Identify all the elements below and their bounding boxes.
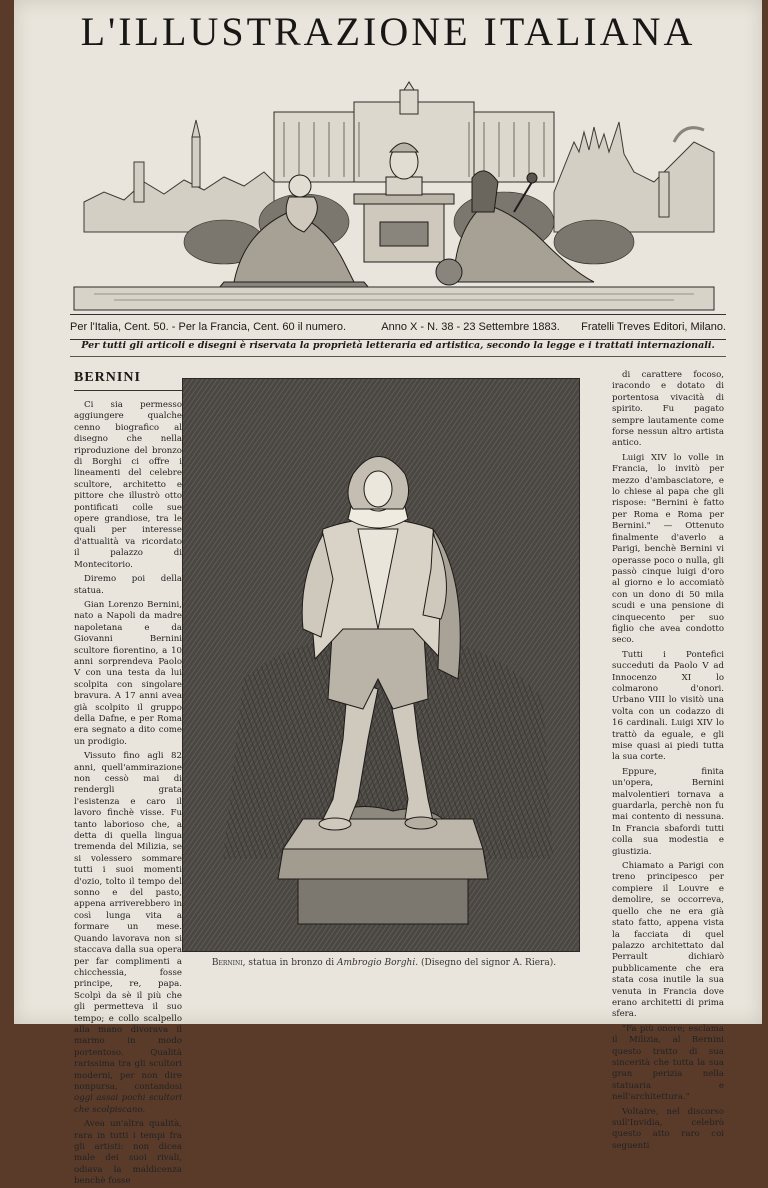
article-title: BERNINI bbox=[74, 370, 141, 385]
issue-number: Anno X - N. 38 - 23 Settembre 1883. bbox=[381, 321, 560, 333]
paragraph: Tutti i Pontefici succeduti da Paolo V ad Innocenzo XI lo colmarono d'onori. Urbano VIII lo visitò una volta con un codazzo di 16 cardinali. Luigi XIV lo trattò da eguale, e gli mise quasi ai piedi tutta la sua corte. bbox=[612, 649, 724, 763]
publisher-text: Fratelli Treves Editori, Milano. bbox=[581, 321, 726, 333]
bernini-statue-engraving bbox=[182, 378, 580, 952]
price-text: Per l'Italia, Cent. 50. - Per la Francia, Cent. 60 il numero. bbox=[70, 321, 346, 333]
caption-subject: Bernini, bbox=[211, 958, 246, 968]
figure-caption bbox=[204, 958, 564, 968]
issue-info-bar bbox=[70, 314, 726, 340]
masthead-illustration bbox=[74, 82, 714, 310]
title-underline bbox=[74, 390, 184, 391]
paragraph: "Fa più onore; esclama il Milizia, al Bernini questo tratto di sua sincerità che tutta la sua gran perizia nella statuaria e nell'architettura." bbox=[612, 1023, 724, 1103]
paragraph: Avea un'altra qualità, rara in tutti i tempi fra gli artisti: non dicea male dei suoi rivali, odiava la maldicenza benchè fosse bbox=[74, 1119, 182, 1187]
paragraph-italic: oggi assai pochi scultori che scolpiscano. bbox=[74, 1093, 182, 1115]
paragraph bbox=[74, 751, 182, 1116]
header-divider bbox=[70, 356, 726, 357]
paragraph: Chiamato a Parigi con treno principesco per compiere il Louvre e demolire, se occorreva, quello che ne era già stato fatto, appena vista la facciata di quel palazzo architettato dal Perrault dichiarò pubblicamente che era stata cosa inutile la sua venuta in Francia dove erano architetti di prima sfera. bbox=[612, 861, 724, 1020]
paragraph: Ci sia permesso aggiungere qualche cenno biografico al disegno che nella riproduzione del bronzo di Borghi ci offre i lineamenti del celebre scultore, architetto e pittore che illustrò otto pontificati colle sue opere grandiose, tra le quali per interesse d'attualità va ricordato il palazzo di Montecitorio. bbox=[74, 400, 182, 570]
paragraph: Eppure, finita un'opera, Bernini malvolentieri tornava a guardarla, perchè non fu mai contento di nessuna. In Francia sbafordi tutti colla sua modestia e giustizia. bbox=[612, 766, 724, 857]
newspaper-page bbox=[14, 0, 762, 1187]
paragraph: Voltaire, nel discorso sull'Invidia, celebrò questo atto raro coi seguenti bbox=[612, 1106, 724, 1151]
caption-text: statua in bronzo di bbox=[248, 958, 335, 968]
masthead-title: L'ILLUSTRAZIONE ITALIANA bbox=[80, 9, 696, 54]
article-left-column bbox=[74, 400, 182, 1187]
caption-credit: (Disegno del signor A. Riera). bbox=[420, 958, 557, 968]
caption-artist: Ambrogio Borghi. bbox=[337, 958, 419, 968]
paragraph-text: Vissuto fino agli 82 anni, quell'ammirazione non cessò mai di rendergli grata l'esistenza e caro il lavoro finchè visse. Fu tanto laborioso che, a detta di quella lingua tremenda del Milizia, se si volessero sommare tutti i suoi momenti d'ozio, tolto il tempo del sonno e del pasto, appena arriverebbero in così lunga vita a formare un mese. Quando lavorava non si staccava dalla sua opera per far complimenti a chicchessia, fosse principe, re, papa. Scolpì da sè il più che gli permetteva il suo tempo; e collo scalpello alla mano divorava il marmo in modo portentoso. Qualità rarissima tra gli scultori moderni, per non dire nonpursa, contandosi bbox=[74, 751, 182, 1092]
paragraph: Gian Lorenzo Bernini, nato a Napoli da madre napoletana e da Giovanni Bernini scultore fiorentino, a 10 anni sorprendeva Paolo V con una testa da lui scolpita con singolare bravura. A 17 anni avea già scolpito il gruppo della Dafne, e per Roma era segnato a dito come un prodigio. bbox=[74, 599, 182, 747]
rights-notice: Per tutti gli articoli e disegni è riservata la proprietà letteraria ed artistica, secondo la legge e i trattati internazionali. bbox=[81, 340, 715, 351]
paragraph: Diremo poi della statua. bbox=[74, 574, 182, 596]
paragraph: di carattere focoso, iracondo e dotato di portentosa vivacità di spirito. Fu pagato sempre lautamente come forse nessun altro artista antico. bbox=[612, 370, 724, 449]
article-right-column bbox=[612, 370, 724, 1151]
paragraph: Luigi XIV lo volle in Francia, lo invitò per mezzo d'ambasciatore, e lo chiese al papa che gli rispose: "Bernini è fatto per Roma e Roma per Bernini." — Ottenuto finalmente d'averlo a Parigi, benchè Bernini vi operasse poco o nulla, gli passò cinque luigi d'oro al giorno e lo accomiatò con un dono di 50 mila scudi e una pensione di cinquecento per suo figlio che avea condotto seco. bbox=[612, 452, 724, 646]
